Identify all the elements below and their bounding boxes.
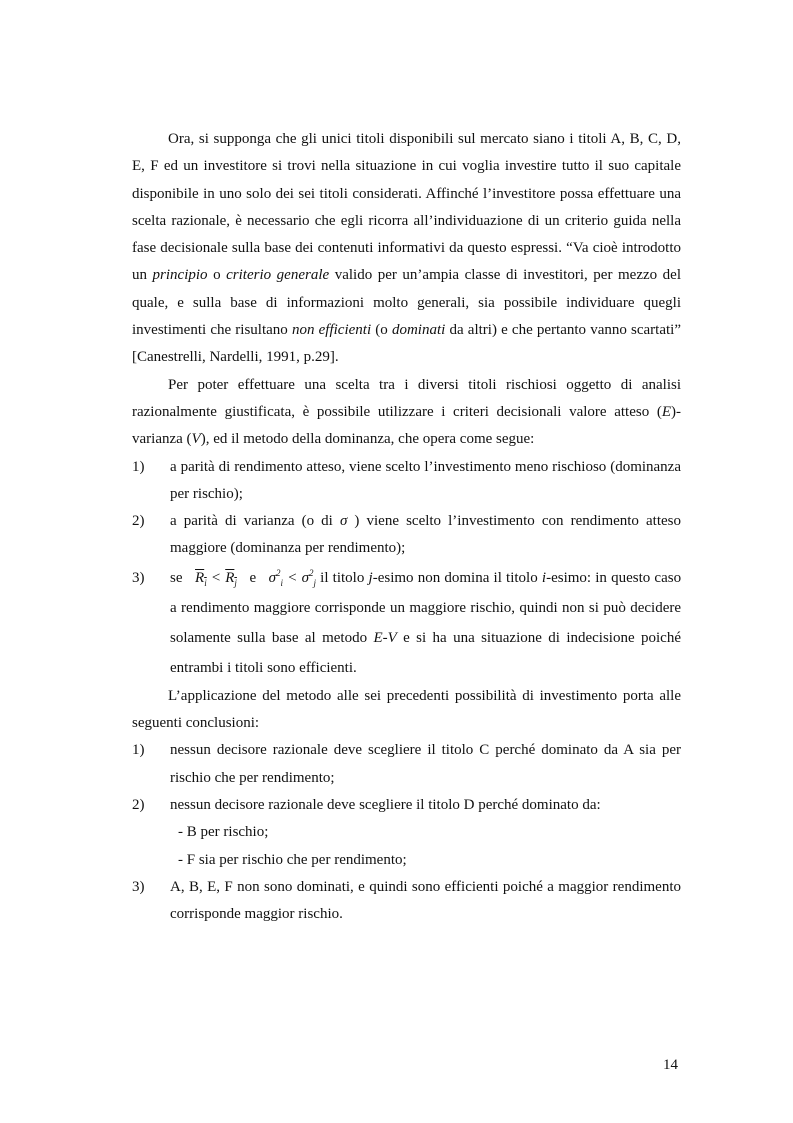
criterion-1: 1) a parità di rendimento atteso, viene scelto l’investimento meno rischioso (dominanza per rischio); — [132, 458, 681, 502]
paragraph-intro: Ora, si supponga che gli unici titoli disponibili sul mercato siano i titoli A, B, C, D, E, F ed un investitore si trovi nella situazione in cui voglia investire tutto il suo capitale disponibile in uno solo dei sei titoli considerati. Affinché l’investitore possa effettuare una scelta razionale, è necessario che egli ricorra all’individuazione di un criterio guida nella fase decisionale sulla base dei contenuti informativi da questo espressi. “Va cioè introdotto un principio o criterio generale valido per un’ampia classe di investitori, per mezzo del quale, e sulla base di informazioni molto generali, sia possibile individuare quegli investimenti che risultano non efficienti (o dominati da altri) e che pertanto vanno scartati” [Canestrelli, Nardelli, 1991, p.29]. — [132, 131, 681, 366]
subitem-b: - B per rischio; — [178, 824, 269, 841]
conclusion-3: 3) A, B, E, F non sono dominati, e quindi sono efficienti poiché a maggior rendimento corrisponde maggior rischio. — [132, 878, 681, 923]
criterion-3: 3) se $R_i < R_j$ e $\sigma^2_i < \sigma^2_j$ il titolo j-esimo non domina il titolo i-esimo: in questo caso a rendimento maggiore corrisponde un maggiore rischio, quindi non si può decidere solamente sulla base al metodo E-V e si ha una situazione di indecisione poiché entrambi i titoli sono efficienti. — [132, 567, 682, 676]
paragraph-application: L’applicazione del metodo alle sei precedenti possibilità di investimento porta alle seguenti conclusioni: — [132, 687, 681, 732]
conclusion-2: 2) nessun decisore razionale deve scegliere il titolo D perché dominato da: — [132, 796, 601, 813]
page-body — [132, 126, 681, 928]
criterion-2: 2) a parità di varianza (o di σ ) viene scelto l’investimento con rendimento atteso maggiore (dominanza per rendimento); — [132, 513, 682, 557]
formula-variances: $\sigma^2_i < \sigma^2_j$ — [268, 567, 316, 588]
conclusion-1: 1) nessun decisore razionale deve scegliere il titolo C perché dominato da A sia per rischio che per rendimento; — [132, 742, 681, 786]
paragraph-criteria: Per poter effettuare una scelta tra i diversi titoli rischiosi oggetto di analisi razionalmente giustificata, è possibile utilizzare i criteri decisionali valore atteso (E)-varianza (V), ed il metodo della dominanza, che opera come segue: — [132, 376, 681, 448]
subitem-f: - F sia per rischio che per rendimento; — [178, 851, 407, 868]
page-number: 14 — [663, 1057, 678, 1073]
formula-returns: $R_i < R_j$ — [195, 569, 237, 588]
